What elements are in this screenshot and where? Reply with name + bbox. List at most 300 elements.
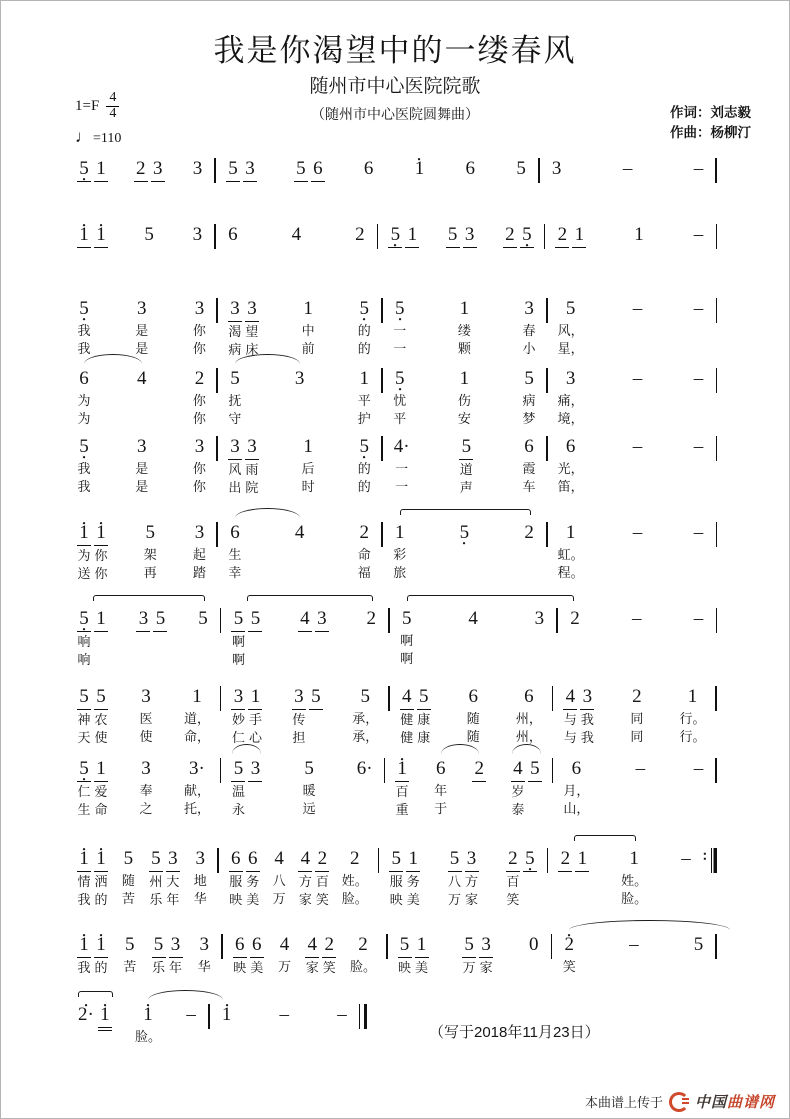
note: 4 [294,522,305,543]
note: 5 [565,298,576,319]
note: 5 • [77,297,91,321]
note: 3 [231,685,245,710]
note: • 1 [94,223,108,248]
slur [235,508,300,518]
lyric: 是 [135,479,149,494]
lyric [528,892,532,908]
lyric: 风， [557,323,584,338]
lyric [636,341,640,357]
note-group [77,157,108,182]
note: 5 • [77,607,91,632]
measure [223,933,386,976]
note-group [226,223,240,247]
note: 5 [360,686,370,707]
note-cell [136,607,150,668]
barline [716,522,718,547]
lyric: 同 [630,729,644,744]
note-cell [292,685,306,746]
note-group [558,435,584,495]
note: 3 [166,847,180,872]
lyric [564,892,568,908]
lyric: 承， [352,729,379,744]
lyric: 我 [77,960,91,975]
note: 1 [459,368,470,389]
lyric: 啊 [231,634,245,649]
note-cell [184,1003,198,1045]
note-cell [294,157,308,182]
lyric [298,411,302,427]
note: 2 [194,368,205,389]
lyric [636,479,640,495]
note-cell [197,933,211,975]
note-cell [289,223,303,247]
lyric: 年 [168,960,182,975]
note-group [362,157,376,181]
note-cell [555,223,569,248]
slur-bracket [247,595,374,601]
lyric [697,547,701,563]
note: – [622,158,633,179]
lyric: 手 [248,712,262,727]
lyric: 声 [459,480,473,495]
measure [67,933,221,976]
note-cell [315,847,329,908]
lyric: 忧 [393,393,407,408]
lyric: 是 [135,323,149,338]
note-cell [226,157,240,182]
note: 3 [141,686,151,707]
lyric: 院 [245,480,259,495]
note-group [472,757,486,818]
measure [218,297,381,358]
note: 3 [136,607,150,632]
note-group [466,607,480,667]
measure [545,223,715,248]
note-cell [353,223,367,247]
note: 1 [94,157,108,182]
note: 6 [565,436,576,457]
note-cell [226,223,240,247]
barline [715,158,717,183]
note-cell [691,367,705,427]
lyric: 美 [415,960,429,975]
lyric: 霞 [522,461,536,476]
measure [383,435,546,496]
note-cell [77,607,91,668]
note-group [196,607,210,667]
note-cell [231,607,245,668]
note-cell [691,435,705,495]
note: 3 [228,297,242,322]
measure [216,157,538,182]
note: 1 [687,686,698,707]
note-group [228,297,259,358]
lyric: 之 [139,801,153,816]
note-cell [94,607,108,668]
note-group [522,521,536,581]
note: 5 • [357,297,371,321]
note: 5 [230,368,240,389]
note-group [121,847,135,907]
note-group [228,367,242,427]
note-cell [94,933,108,976]
lyric [254,634,258,650]
note: 5 [77,685,91,710]
music-system-6 [67,521,717,582]
note-group [630,685,644,745]
lyric: 美 [246,892,260,907]
lyric [477,802,481,818]
note-group [184,757,210,817]
measure [553,685,715,746]
note-cell [558,297,584,357]
measure [67,435,216,495]
note-cell [309,685,323,746]
barline [715,758,717,783]
note: 5 [248,607,262,632]
lyric: 随 [466,711,480,726]
note-group [388,223,419,248]
note-cell [166,847,180,908]
lyric [697,323,701,339]
note-cell [459,435,473,496]
note-cell [562,933,576,975]
note: 2 [555,223,569,248]
music-system-8 [67,685,717,746]
music-system-7 [67,607,717,668]
note: 6 [229,847,243,872]
lyric [303,652,307,668]
note: 2 [134,157,148,182]
note-cell [457,521,471,581]
lyric: 华 [193,891,207,906]
lyric [99,652,103,668]
note-cell [568,607,582,667]
note-group [516,685,542,745]
lyric [636,323,640,339]
lyric: 乐 [151,960,165,975]
lyric: 脸。 [134,1029,161,1044]
lyric: 送 [77,566,91,581]
lyric: 啊 [231,652,245,667]
note-group [184,1003,198,1045]
note: 2 [506,847,520,872]
note-cell [364,607,378,667]
note: 6 [524,436,534,457]
note-group [511,757,542,818]
lyric: 月， [563,783,590,798]
note: – [693,298,704,319]
note-cell [98,1003,112,1049]
note: • 2 [562,933,576,957]
lyric [697,801,701,817]
note-cell [192,521,206,581]
note-cell [679,847,693,907]
note-cell [335,1003,349,1045]
note: 6 [250,933,264,958]
note: 5 [446,223,460,248]
note-cell [633,757,647,817]
slur-bracket [93,595,206,601]
lyric: 我 [77,461,91,476]
note-cell [692,223,706,247]
note: – [279,1004,290,1025]
note-cell [479,933,493,976]
note-cell [301,297,315,357]
music-system-10 [67,847,717,908]
note-cell [192,435,206,495]
note-cell [135,435,149,495]
lyric: 你 [192,341,206,356]
note-group [357,521,371,581]
barline [716,436,718,461]
song-subtitle: 随州市中心医院院歌 [309,76,481,97]
note-cell [506,847,520,908]
lyric: 脸。 [621,891,648,906]
note: 5 [198,608,208,629]
note-group [293,367,307,427]
lyric [639,801,643,817]
lyric: 重 [395,802,409,817]
note: 6· [356,758,373,779]
note-group [231,685,262,746]
lyric: 务 [406,874,420,889]
note: 5 [231,757,245,782]
note-cell [228,367,242,427]
note: 5 • [77,435,91,459]
note-cell [434,757,448,817]
lyric [697,461,701,477]
note-group [193,847,207,907]
note-group [448,847,479,908]
lyric: 病 [228,342,242,357]
note: 3 [228,435,242,460]
note-cell [466,685,480,745]
lyric: 前 [301,341,315,356]
note-cell [143,521,157,581]
note-cell [691,757,705,817]
note: 5 [417,685,431,710]
note-cell [315,607,329,668]
lyric: 一 [393,323,407,338]
lyric: 年 [166,892,180,907]
lyric: 你 [94,566,108,581]
lyric: 万 [272,891,286,906]
lyric: 于 [434,801,448,816]
lyric: 仁 [77,784,91,799]
note: 6 [363,158,374,179]
music-system-12 [67,1003,367,1049]
note-cell [245,435,259,496]
note-cell [135,297,149,357]
note-cell [149,847,163,908]
note-cell [77,521,91,582]
note: – [693,608,704,629]
lyric: 为 [77,548,91,563]
note: 3 [465,847,479,872]
note-group [190,223,204,247]
lyric: 笑 [506,892,520,907]
note-cell [631,435,645,495]
note: 2 [503,223,517,248]
lyric: 八 [448,874,462,889]
key-tempo-block [75,91,121,147]
lyric [140,393,144,409]
note-group [123,933,137,975]
note-group [135,1003,161,1045]
note-cell [400,607,414,667]
lyric: 渴 [228,324,242,339]
lyric: 病 [522,393,536,408]
measure [210,1003,359,1045]
lyric: 幸 [228,565,242,580]
music-system-3 [67,297,717,358]
note: 3 [248,757,262,782]
note: 1 [572,223,586,248]
measure [67,847,217,908]
note-cell [558,847,572,908]
lyric: 的 [94,960,108,975]
lyric [581,892,585,908]
note: 5 [144,224,154,245]
lyric: 护 [357,411,371,426]
lyric: 情 [77,874,91,889]
lyric: 架 [143,547,157,562]
note-group [77,297,91,357]
lyric: 我 [580,730,594,745]
note-cell [630,685,644,745]
note-group [134,157,165,182]
lyric: 我 [580,712,594,727]
note-cell [575,847,589,908]
lyric: 脸。 [349,959,376,974]
lyric [363,801,367,817]
note-cell [692,607,706,667]
lyric [632,959,636,975]
note-group [353,223,367,247]
note: 6 [230,522,240,543]
lyric: 万 [462,960,476,975]
quarter-note-icon: ♩ [75,127,92,147]
lyric [471,651,475,667]
lyric [201,633,205,649]
note-group [514,157,528,181]
note-group [627,933,641,975]
note: 3 [292,685,306,710]
note-group [142,223,156,247]
note: – [693,522,704,543]
lyric [369,651,373,667]
lyric [140,411,144,427]
note: 4 [468,608,478,629]
lyric: 康 [417,730,431,745]
lyric: 使 [94,730,108,745]
note-cell [196,607,210,667]
lyric [254,784,258,800]
note-cell [231,685,245,746]
lyric [697,565,701,581]
note: • 1 [395,757,409,782]
lyric: 随 [121,873,135,888]
lyric [635,633,639,649]
note-cell [446,223,460,248]
note-cell [301,435,315,495]
lyric: 你 [192,479,206,494]
note-group [143,521,157,581]
lyric [533,784,537,800]
note: 5 [294,157,308,182]
note: 2 [358,934,368,955]
measure [383,297,546,357]
lyric: 我 [77,892,91,907]
lyric: 生 [228,547,242,562]
note: 6 [228,224,238,245]
lyric: 姓。 [341,873,368,888]
music-system-9 [67,757,717,818]
lyric: 平 [393,411,407,426]
note-cell [448,847,462,908]
note-cell [94,223,108,248]
note-group [77,685,108,746]
lyric: 痛， [557,393,584,408]
lyric [189,1029,193,1045]
lyric: 雨 [245,462,259,477]
lyric: 神 [77,712,91,727]
note: 5 [516,158,526,179]
note: 3 [194,436,205,457]
note-group [522,367,536,427]
lyric: 献， [183,783,210,798]
lyric: 笑 [315,892,329,907]
note-cell [463,223,477,248]
note: • 1 [98,1003,112,1031]
lyric [363,783,367,799]
note-cell [228,297,242,358]
note: 5 [153,607,167,632]
note-group [459,435,473,496]
note: • 1 [94,521,108,546]
note: 2 [355,224,365,245]
note-group [691,521,705,581]
note: • 1 [412,157,426,181]
note-group [462,933,493,976]
lyric: 暖 [302,783,316,798]
measure [67,607,220,668]
note-cell [389,847,403,908]
note: 3 [195,848,206,869]
measure [548,521,716,581]
lyric: 家 [305,960,319,975]
note-group [563,757,589,817]
site-name [695,1091,775,1112]
note: – [632,436,643,457]
note-cell [558,367,584,427]
measure [385,757,552,818]
lyric [697,393,701,409]
lyric: 医 [139,711,153,726]
repeat-barline [703,848,717,873]
lyric: 道 [459,462,473,477]
lyric: 苦 [123,959,137,974]
note: 1 [634,224,644,245]
lyric: 脸。 [341,891,368,906]
note-cell [465,847,479,908]
note-cell [563,685,577,746]
note-group [691,757,705,817]
note-group [679,847,693,907]
lyric [159,652,163,668]
lyric: 岁 [511,784,525,799]
